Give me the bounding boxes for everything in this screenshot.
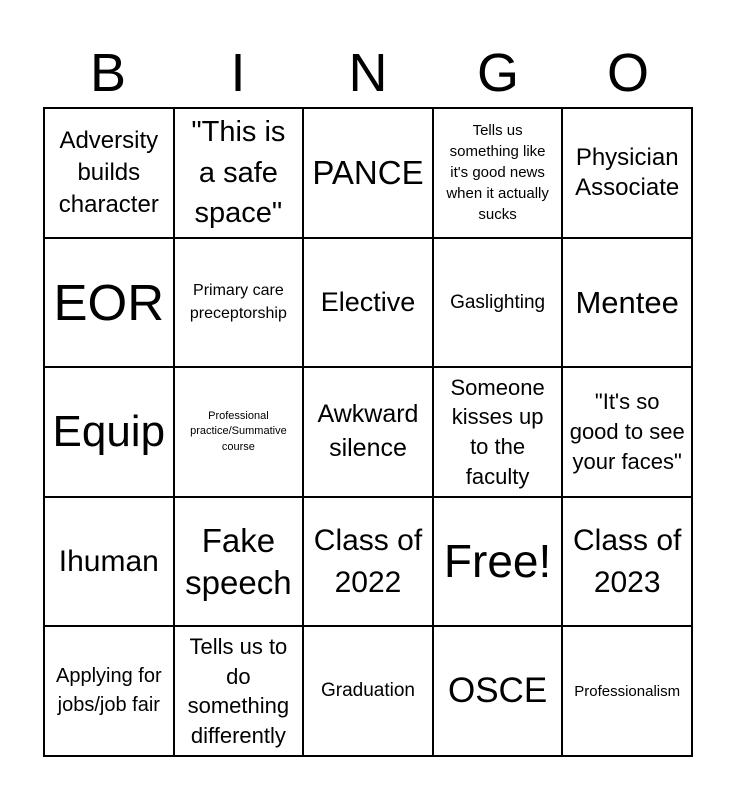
- cell-text: Free!: [443, 535, 552, 587]
- cell-text: Tells us something like it's good news when it actually sucks: [446, 122, 549, 224]
- bingo-cell[interactable]: [303, 626, 433, 756]
- bingo-cell[interactable]: [303, 497, 433, 627]
- cell-text: Gaslighting: [450, 291, 546, 313]
- cell-text: Professional practice/Summative course: [190, 409, 287, 453]
- header-letter-n: N: [348, 43, 388, 103]
- bingo-cell[interactable]: [562, 108, 692, 238]
- cell-text: OSCE: [447, 671, 548, 711]
- bingo-cell[interactable]: [174, 497, 304, 627]
- cell-text: Physician Associate: [575, 143, 680, 201]
- bingo-cell[interactable]: [562, 238, 692, 368]
- bingo-cell[interactable]: [174, 238, 304, 368]
- cell-text: "It's so good to see your faces": [569, 389, 685, 474]
- header-letter-o: O: [606, 43, 649, 103]
- bingo-cell[interactable]: [174, 367, 304, 497]
- cell-text: Awkward silence: [317, 400, 419, 462]
- header-letter-g: G: [476, 43, 519, 103]
- cell-text: Class of 2022: [313, 523, 423, 599]
- cell-text: "This is a safe space": [191, 116, 286, 229]
- cell-text: Mentee: [575, 284, 679, 320]
- bingo-cell[interactable]: [562, 497, 692, 627]
- cell-text: Professionalism: [574, 682, 681, 700]
- bingo-cell[interactable]: [433, 497, 563, 627]
- cell-text: Primary care preceptorship: [189, 282, 287, 323]
- cell-text: Fake speech: [185, 522, 292, 601]
- bingo-cell[interactable]: [303, 108, 433, 238]
- cell-text: Adversity builds character: [58, 126, 159, 218]
- cell-text: Ihuman: [58, 544, 159, 578]
- bingo-cell[interactable]: [433, 108, 563, 238]
- header-letter-i: I: [230, 43, 246, 103]
- bingo-cell[interactable]: [433, 238, 563, 368]
- bingo-cell[interactable]: [44, 238, 174, 368]
- cell-text: EOR: [53, 273, 165, 331]
- header-letter-b: B: [89, 43, 127, 103]
- bingo-cell[interactable]: [562, 367, 692, 497]
- bingo-header: [43, 40, 693, 106]
- bingo-cell[interactable]: [44, 626, 174, 756]
- cell-text: Applying for jobs/job fair: [55, 665, 162, 717]
- cell-text: Someone kisses up to the faculty: [450, 374, 545, 489]
- bingo-cell[interactable]: [303, 367, 433, 497]
- cell-text: Class of 2023: [573, 523, 682, 599]
- bingo-cell[interactable]: [44, 497, 174, 627]
- cell-text: Tells us to do something differently: [187, 633, 290, 748]
- bingo-cell[interactable]: [174, 626, 304, 756]
- bingo-cell[interactable]: [44, 367, 174, 497]
- bingo-cell[interactable]: [44, 108, 174, 238]
- cell-text: Equip: [52, 406, 166, 456]
- cell-text: PANCE: [312, 154, 424, 191]
- bingo-cell[interactable]: [303, 238, 433, 368]
- bingo-cell[interactable]: [174, 108, 304, 238]
- cell-text: Elective: [320, 287, 416, 318]
- bingo-cell[interactable]: [433, 367, 563, 497]
- bingo-board: [43, 107, 693, 757]
- cell-text: Graduation: [320, 680, 415, 702]
- bingo-cell[interactable]: [433, 626, 563, 756]
- bingo-cell[interactable]: [562, 626, 692, 756]
